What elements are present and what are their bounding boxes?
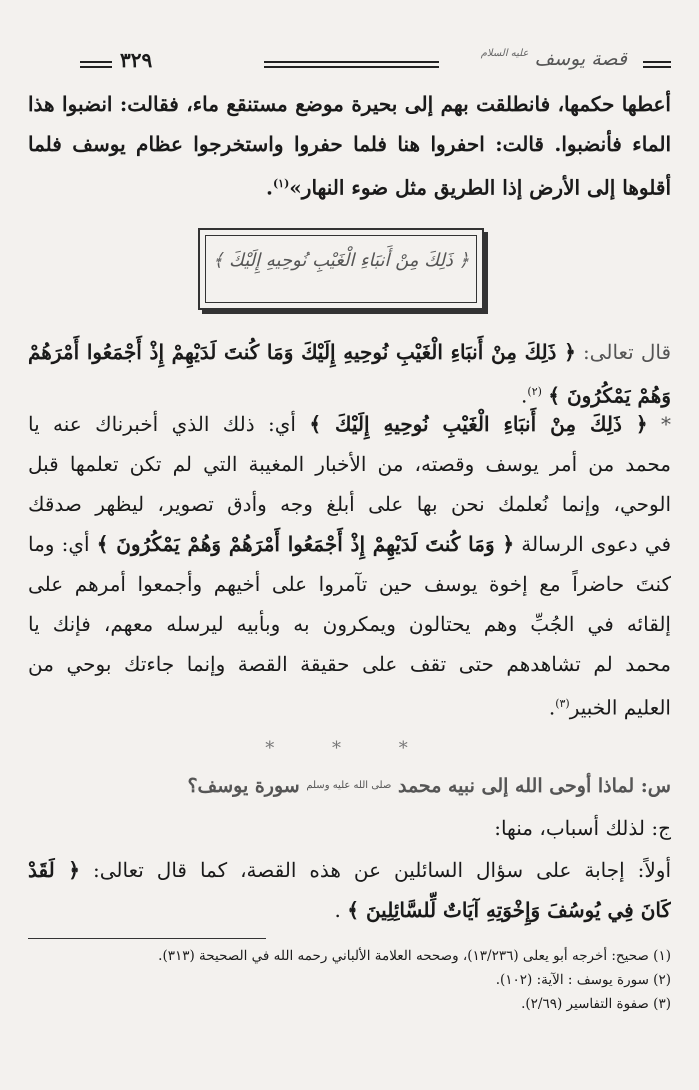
footnotes [28, 944, 671, 1016]
section-separator: * * * [265, 738, 434, 759]
footnote-ref-1: (١) [272, 177, 290, 190]
commentary-text: العليم الخبير [569, 695, 671, 720]
quran-verse: ﴿ لَقَدْ [28, 858, 81, 882]
footnote-item: (٢) سورة يوسف : الآية: (١٠٢). [495, 972, 671, 988]
paragraph-2 [28, 332, 671, 412]
footnote-item: (٣) صفوة التفاسير (٢/٦٩). [521, 996, 671, 1012]
section-title-box [198, 228, 484, 310]
paragraph-4 [28, 850, 671, 930]
paragraph-3-line: العليم الخبير$^{(٣)}$. [548, 695, 671, 720]
quran-verse: ﴿ وَمَا كُنتَ لَدَيْهِمْ إِذْ أَجْمَعُوا أَمْرَهُمْ وَهُمْ يَمْكُرُونَ ﴾ [96, 532, 515, 556]
paragraph-1-line: الماء فأنضبوا. قالت: احفروا هنا فلما حفروا واستخرجوا عظام يوسف فلما [28, 132, 671, 156]
footnote-ref-2: (٢) [527, 385, 542, 398]
paragraph-3-line [28, 524, 671, 564]
paragraph-4-line [28, 850, 671, 890]
verse-intro: قال تعالى: [582, 340, 671, 364]
answer-intro: ج: لذلك أسباب، منها: [494, 816, 671, 840]
paragraph-1-line: أقلوها إلى الأرض إذا الطريق مثل ضوء النهار»$^{(١)}$. [265, 175, 671, 200]
question-heading [187, 766, 671, 806]
paragraph-1-text: أقلوها إلى الأرض إذا الطريق مثل ضوء النهار» [289, 175, 671, 200]
quran-verse: ﴿ ذَلِكَ مِنْ أَنبَاءِ الْغَيْبِ نُوحِيهِ إِلَيْكَ ﴾ [309, 412, 648, 436]
footnote-item: (١) صحيح: أخرجه أبو يعلى (١٣/٢٣٦)، وصححه العلامة الألباني رحمه الله في الصحيحة (٣١٣). [158, 948, 671, 964]
header-rule-middle [264, 61, 439, 68]
paragraph-4-line [28, 890, 671, 930]
paragraph-1 [28, 84, 671, 204]
header-pbuh: عليه السلام [480, 48, 529, 59]
paragraph-2-line: وَهُمْ يَمْكُرُونَ ﴾ $^{(٢)}$. [521, 383, 671, 408]
section-title: ﴿ ذَلِكَ مِنْ أَنبَاءِ الْغَيْبِ نُوحِيهِ إِلَيْكَ ﴾ [212, 250, 470, 271]
quran-verse: وَهُمْ يَمْكُرُونَ ﴾ [548, 383, 671, 408]
header-title [481, 48, 627, 70]
commentary-text: أي: ذلك الذي أخبرناك عنه يا [28, 412, 296, 436]
commentary-text: في دعوى الرسالة [521, 532, 671, 556]
paragraph-3-line: محمد من أمر يوسف وقصته، من الأخبار المغيبة التي لم تكن تعلمها قبل [28, 452, 671, 476]
header-rule-right [643, 61, 671, 68]
question-text-end: سورة يوسف؟ [187, 775, 300, 797]
footnote-divider [28, 938, 266, 939]
footnote-ref-3: (٣) [555, 697, 570, 710]
page-number: ٣٢٩ [120, 48, 153, 72]
paragraph-3-line [28, 404, 671, 444]
paragraph-3-line: محمد لم تشاهدهم حتى تقف على حقيقة القصة وإنما جاءتك بوحي من [28, 652, 671, 676]
quran-verse: كَانَ فِي يُوسُفَ وَإِخْوَتِهِ آيَاتٌ لِّلسَّائِلِينَ ﴾ [347, 898, 671, 922]
question-pbuh: صلى الله عليه وسلم [306, 780, 392, 791]
quran-verse: ﴿ ذَلِكَ مِنْ أَنبَاءِ الْغَيْبِ نُوحِيهِ إِلَيْكَ وَمَا كُنتَ لَدَيْهِمْ إِذْ أَجْمَعُوا أَمْرَهُمْ [28, 340, 576, 364]
paragraph-3 [28, 404, 671, 724]
paragraph-3-line: إلقائه في الجُبِّ وهم يحتالون ويمكرون به وبأبيه ليرسله معهم، فإنك يا [28, 612, 671, 636]
star-marker: * [661, 412, 671, 436]
question-text: س: لماذا أوحى الله إلى نبيه محمد [397, 775, 671, 797]
commentary-text: أي: وما [28, 532, 90, 556]
running-header [80, 50, 671, 80]
paragraph-2-line [28, 332, 671, 372]
paragraph-1-line: أعطها حكمها، فانطلقت بهم إلى بحيرة موضع مستنقع ماء، فقالت: انضبوا هذا [28, 92, 671, 116]
commentary-text: أولاً: إجابة على سؤال السائلين عن هذه القصة، كما قال تعالى: [93, 858, 671, 882]
header-title-text: قصة يوسف [534, 48, 627, 70]
paragraph-3-line: الوحي، وإنما نُعلمك نحن بها على أبلغ وجه وأدق تصوير، ليظهر صدقك [28, 492, 671, 516]
paragraph-3-line: كنتَ حاضراً مع إخوة يوسف حين تآمروا على أخيهم وأجمعوا أمرهم على [28, 572, 671, 596]
header-rule-left [80, 61, 112, 68]
commentary-text: . [334, 898, 341, 922]
